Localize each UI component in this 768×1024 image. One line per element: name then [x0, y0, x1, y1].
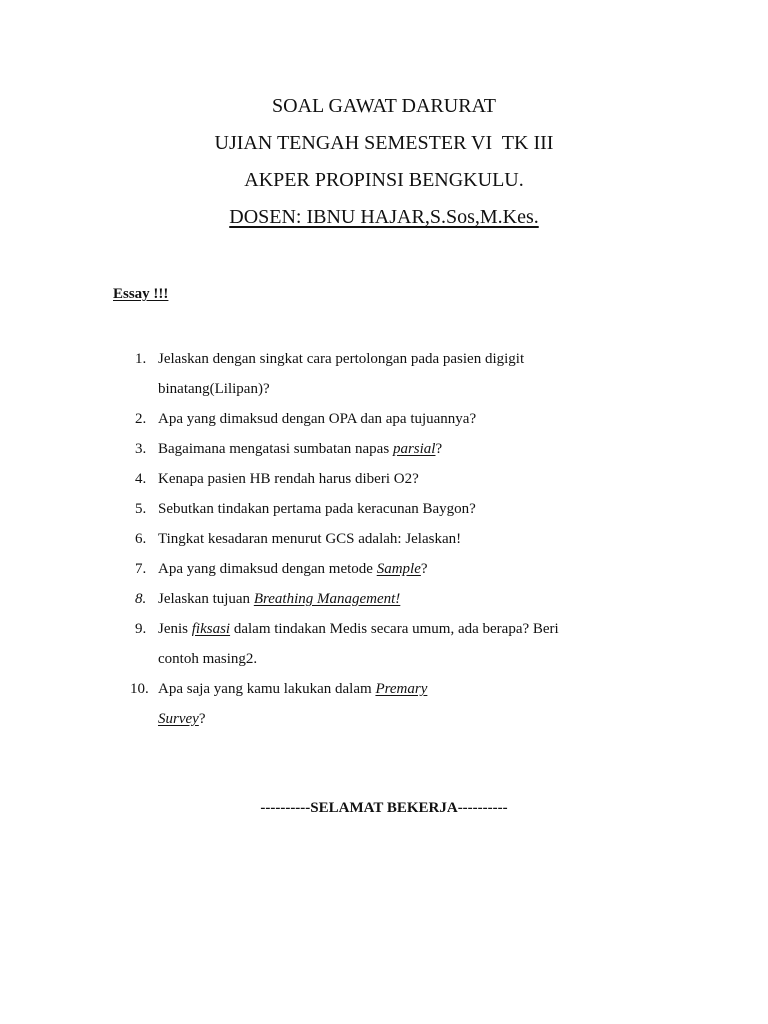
header-title: SOAL GAWAT DARURAT	[272, 95, 496, 117]
question-number: 5.	[135, 501, 147, 517]
header-lecturer: DOSEN: IBNU HAJAR,S.Sos,M.Kes.	[229, 206, 539, 228]
question-text	[158, 554, 428, 584]
question-item	[0, 614, 768, 644]
question-text	[158, 434, 442, 464]
question-text-continued: contoh masing2.	[158, 651, 258, 667]
question-continuation	[0, 704, 768, 734]
question-item	[0, 674, 768, 704]
question-text	[158, 674, 427, 704]
question-text-part: ?	[198, 711, 206, 727]
question-list	[0, 344, 768, 734]
question-item	[0, 404, 768, 434]
question-item	[0, 434, 768, 464]
question-number: 3.	[135, 441, 147, 457]
emphasized-term: parsial	[392, 441, 436, 457]
question-text	[158, 584, 400, 614]
question-number: 6.	[135, 531, 147, 547]
closing-message: ----------SELAMAT BEKERJA----------	[260, 800, 508, 816]
question-text-continued: binatang(Lilipan)?	[158, 381, 270, 397]
document-header	[0, 88, 768, 236]
question-text-part: Apa saja yang kamu lakukan dalam	[158, 681, 376, 697]
question-continuation	[0, 644, 768, 674]
question-text-continued	[158, 704, 205, 734]
question-number: 7.	[135, 561, 147, 577]
question-text-part: dalam tindakan Medis secara umum, ada berapa? Beri	[230, 621, 559, 637]
question-text-part: Jelaskan tujuan	[158, 591, 254, 607]
question-number: 1.	[135, 351, 147, 367]
question-text-part: Jenis	[158, 621, 192, 637]
emphasized-term: fiksasi	[191, 621, 231, 637]
question-number: 8.	[135, 591, 147, 607]
question-item	[0, 554, 768, 584]
header-institution: AKPER PROPINSI BENGKULU.	[244, 169, 524, 191]
question-text: Kenapa pasien HB rendah harus diberi O2?	[158, 471, 419, 487]
question-text	[158, 614, 559, 644]
question-item	[0, 494, 768, 524]
question-item	[0, 524, 768, 554]
emphasized-term: Sample	[376, 561, 421, 577]
question-number: 2.	[135, 411, 147, 427]
question-text: Jelaskan dengan singkat cara pertolongan pada pasien digigit	[158, 351, 525, 367]
header-exam: UJIAN TENGAH SEMESTER VI TK III	[214, 132, 554, 154]
emphasized-term: Breathing Management!	[253, 591, 401, 607]
question-continuation	[0, 374, 768, 404]
question-number: 10.	[130, 681, 149, 697]
question-text-part: ?	[420, 561, 428, 577]
question-text: Apa yang dimaksud dengan OPA dan apa tujuannya?	[158, 411, 477, 427]
question-item	[0, 584, 768, 614]
question-number: 9.	[135, 621, 147, 637]
emphasized-term: Premary	[375, 681, 428, 697]
question-text: Sebutkan tindakan pertama pada keracunan Baygon?	[158, 501, 476, 517]
question-text-part: Bagaimana mengatasi sumbatan napas	[158, 441, 393, 457]
emphasized-term: Survey	[158, 711, 199, 727]
essay-label: Essay !!!	[113, 286, 169, 302]
question-text-part: Apa yang dimaksud dengan metode	[158, 561, 377, 577]
question-text: Tingkat kesadaran menurut GCS adalah: Jelaskan!	[158, 531, 462, 547]
question-item	[0, 344, 768, 374]
question-text-part: ?	[435, 441, 443, 457]
question-item	[0, 464, 768, 494]
question-number: 4.	[135, 471, 147, 487]
